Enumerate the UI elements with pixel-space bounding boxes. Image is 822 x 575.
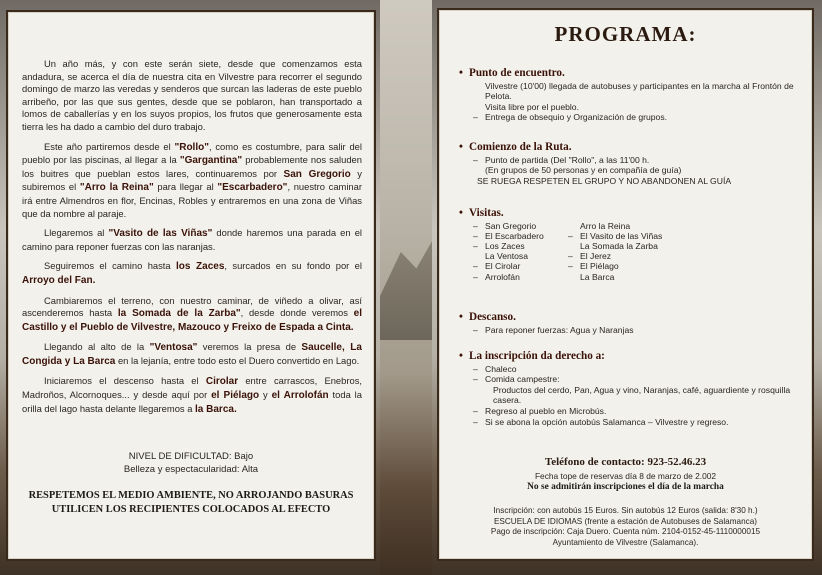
bullet-icon: • xyxy=(459,141,463,153)
paragraph-text: donde haremos una parada en el camino para reponer fuerzas con las naranjas. xyxy=(22,227,362,252)
visits-column-1 xyxy=(473,221,568,282)
right-panel xyxy=(437,8,814,561)
paragraph-text: y xyxy=(259,389,272,401)
route-description xyxy=(22,58,362,423)
visits-heading: Visitas. xyxy=(469,207,504,219)
left-panel xyxy=(6,10,376,561)
description-paragraph xyxy=(22,141,362,221)
description-paragraph xyxy=(22,260,362,287)
section-route-start xyxy=(459,142,804,186)
visit-item: – El Escarbadero xyxy=(473,231,568,241)
place-name: Saucelle, La Congida y La Barca xyxy=(22,342,362,367)
paragraph-text: entre carrascos, Enebros, Madroños, Alcornoques... y desde aquí por xyxy=(22,375,362,401)
route-line: – Punto de partida (Del "Rollo", a las 11'00 h. xyxy=(459,155,804,166)
booking-deadline: Fecha tope de reservas día 8 de marzo de 2.002 xyxy=(534,471,717,481)
paragraph-text: , surcados en su fondo por el xyxy=(224,260,362,272)
meeting-heading: Punto de encuentro. xyxy=(469,67,565,79)
paragraph-text: en la lejanía, entre todo esto el Duero convertido en Lago. xyxy=(115,354,360,366)
place-name: el Piélago xyxy=(211,390,260,402)
paragraph-text: Llegaremos al xyxy=(44,227,109,239)
description-paragraph xyxy=(22,58,362,134)
paragraph-text: para llegar al xyxy=(153,181,218,193)
registration-line: – Chaleco xyxy=(459,364,804,375)
description-paragraph xyxy=(22,375,362,416)
route-line: (En grupos de 50 personas y en compañía de guía) xyxy=(485,165,682,176)
place-name: "Gargantina" xyxy=(179,155,243,167)
place-name: "Arro la Reina" xyxy=(79,182,154,194)
paragraph-text: , nuestro caminar irá entre Almendros en flor, Encinas, Robles y entraremos en una zona de Viñas que da nombre al paraje. xyxy=(22,181,362,219)
place-name: "Rollo" xyxy=(174,141,209,153)
registration-details xyxy=(439,506,812,548)
section-registration xyxy=(459,351,804,427)
paragraph-text: toda la orilla del lago hasta delante llegaremos a xyxy=(22,389,362,414)
price-line: Inscripción: con autobús 15 Euros. Sin autobús 12 Euros (salida: 8'30 h.) xyxy=(493,506,758,515)
paragraph-text: , desde donde veremos xyxy=(240,307,354,319)
place-name: Arroyo del Fan. xyxy=(22,274,96,286)
bullet-icon: • xyxy=(459,350,463,362)
paragraph-text: Cambiaremos el terreno, con nuestro caminar, de viñedo a olivar, así ascenderemos hasta xyxy=(22,294,362,319)
paragraph-text: , como es costumbre, para salir del pueblo por las piscinas, al llegar a la xyxy=(22,140,362,166)
paragraph-text: Un año más, y con este serán siete, desde que comenzamos esta andadura, se acerca el día de nuestra cita en Vilvestre para recorrer el segundo domingo de marzo las veredas y senderos que surcan las laderas de este pueblo arribeño, por las que sus gentes, desde que se poblaron, han transportado a lomos de caballerías y en los suyos propios, los frutos que generosamente esta tierra les ha dado a cambio del duro trabajo. xyxy=(22,58,362,132)
location-line: ESCUELA DE IDIOMAS (frente a estación de Autobuses de Salamanca) xyxy=(493,516,758,526)
description-paragraph xyxy=(22,295,362,335)
meeting-line: Visita libre por el pueblo. xyxy=(485,101,579,112)
visit-item: La Somada la Zarba xyxy=(580,241,658,251)
place-name: "Escarbadero" xyxy=(217,182,288,194)
rest-heading: Descanso. xyxy=(469,311,516,323)
visit-item: – Arrolofán xyxy=(473,272,568,282)
place-name: la Barca. xyxy=(195,403,237,415)
difficulty-level: NIVEL DE DIFICULTAD: Bajo xyxy=(128,451,254,462)
section-meeting-point xyxy=(459,68,804,123)
bullet-icon: • xyxy=(459,67,463,79)
visit-item: – San Gregorio xyxy=(473,221,568,231)
paragraph-text: Este año partiremos desde el xyxy=(44,140,175,152)
description-paragraph xyxy=(22,227,362,253)
registration-heading: La inscripción da derecho a: xyxy=(469,350,605,362)
organizer-line: Ayuntamiento de Vilvestre (Salamanca). xyxy=(552,537,699,547)
place-name: Cirolar xyxy=(205,376,239,388)
visit-item: – El Cirolar xyxy=(473,261,568,271)
paragraph-text: Llegando al alto de la xyxy=(44,341,150,353)
place-name: el Castillo y el Pueblo de Vilvestre, Mazouco y Freixo de Espada a Cinta. xyxy=(22,308,363,333)
bullet-icon: • xyxy=(459,311,463,323)
registration-line: – Regreso al pueblo en Microbús. xyxy=(459,406,804,417)
route-warning: SE RUEGA RESPETEN EL GRUPO Y NO ABANDONEN AL GUÍA xyxy=(477,175,732,186)
visit-item: Arro la Reina xyxy=(580,220,631,231)
visit-item: – El Jerez xyxy=(568,251,678,261)
paragraph-text: y subiremos el xyxy=(22,167,362,193)
environment-notice-line-1: RESPETEMOS EL MEDIO AMBIENTE, NO ARROJANDO BASURAS xyxy=(28,490,354,501)
place-name: los Zaces xyxy=(176,261,225,273)
paragraph-text: veremos la presa de xyxy=(197,341,302,353)
description-paragraph xyxy=(22,341,362,368)
program-title: PROGRAMA: xyxy=(554,22,697,46)
visit-item: La Ventosa xyxy=(485,251,529,262)
contact-phone: Teléfono de contacto: 923-52.46.23 xyxy=(544,456,707,468)
place-name: el Arrolofán xyxy=(271,390,329,402)
place-name: la Somada de la Zarba" xyxy=(117,308,241,320)
paragraph-text: probablemente nos saluden los buitres que pueblan estos lares, continuaremos por xyxy=(22,154,362,179)
environment-notice-line-2: UTILICEN LOS RECIPIENTES COLOCADOS AL EFECTO xyxy=(51,504,331,515)
visit-item: La Barca xyxy=(580,271,615,282)
environment-notice xyxy=(8,489,374,517)
no-same-day-notice: No se admitirán inscripciones el día de la marcha xyxy=(527,482,724,492)
registration-line: – Si se abona la opción autobús Salamanca – Vilvestre y regreso. xyxy=(459,417,804,428)
route-heading: Comienzo de la Ruta. xyxy=(469,141,572,153)
paragraph-text: Iniciaremos el descenso hasta el xyxy=(44,375,206,387)
section-visits xyxy=(459,208,804,282)
bullet-icon: • xyxy=(459,207,463,219)
registration-line: – Comida campestre: xyxy=(459,374,804,385)
visits-list xyxy=(459,221,804,282)
visits-column-2 xyxy=(568,221,678,282)
place-name: San Gregorio xyxy=(283,168,351,180)
difficulty-block xyxy=(8,450,374,476)
place-name: "Vasito de las Viñas" xyxy=(108,228,213,240)
beauty-level: Belleza y espectacularidad: Alta xyxy=(123,464,259,475)
section-rest xyxy=(459,312,804,335)
visit-item: – Los Zaces xyxy=(473,241,568,251)
paragraph-text: Seguiremos el camino hasta xyxy=(44,260,177,272)
visit-item: – El Vasito de las Viñas xyxy=(568,231,678,241)
visit-item: – El Piélago xyxy=(568,261,678,271)
rest-line: – Para reponer fuerzas: Agua y Naranjas xyxy=(459,325,804,336)
payment-line: Pago de inscripción: Caja Duero. Cuenta núm. 2104-0152-45-1110000015 xyxy=(490,527,761,537)
registration-line: Productos del cerdo, Pan, Agua y vino, Naranjas, café, aguardiente y rosquilla casera. xyxy=(493,384,791,406)
place-name: "Ventosa" xyxy=(149,342,198,354)
meeting-line: Vilvestre (10'00) llegada de autobuses y participantes en la marcha al Frontón de Pelota. xyxy=(485,80,794,102)
meeting-line: – Entrega de obsequio y Organización de grupos. xyxy=(459,112,804,123)
